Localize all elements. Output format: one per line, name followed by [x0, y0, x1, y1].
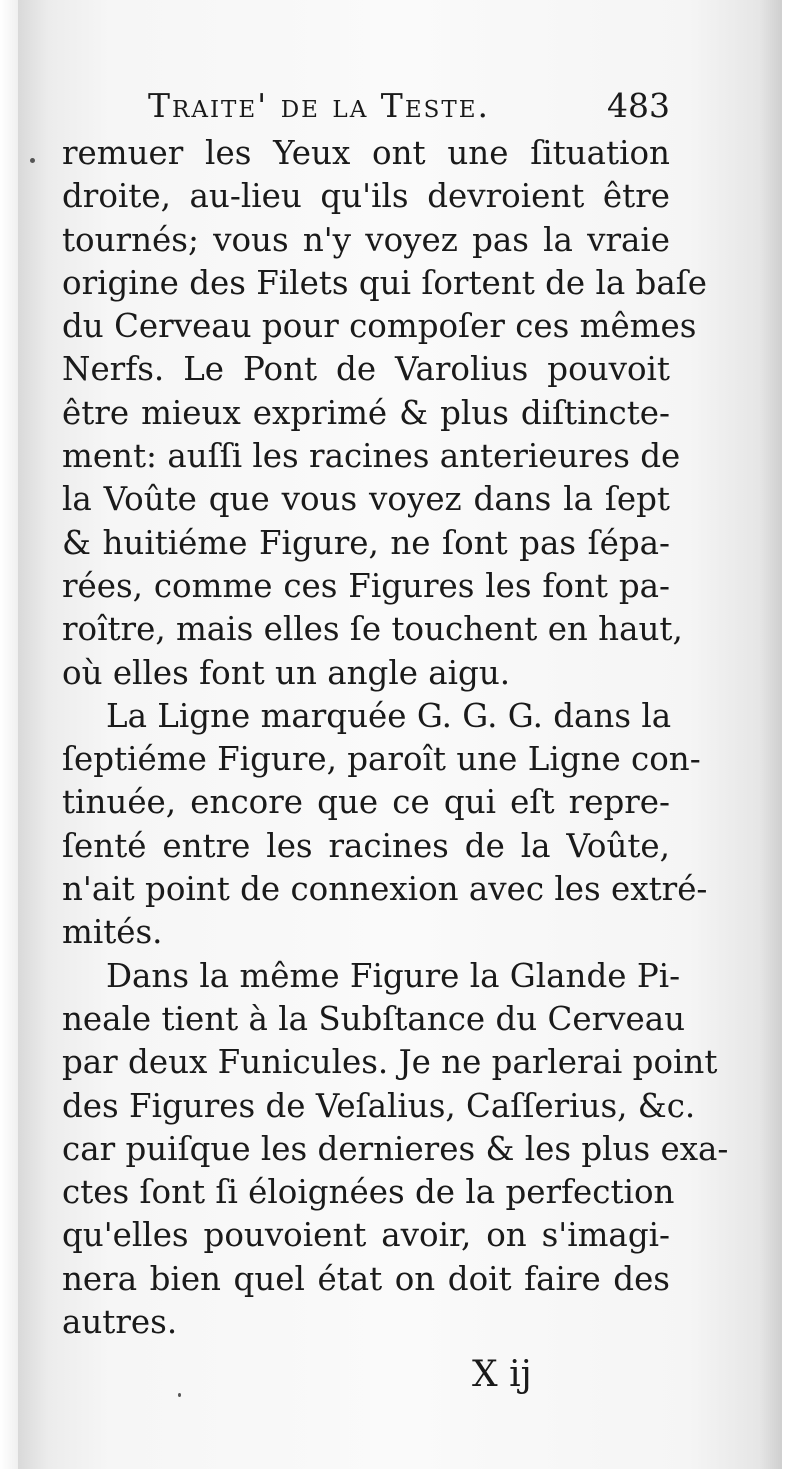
text-line: neale tient à la Subſtance du Cerveau: [62, 999, 686, 1038]
text-line: ctes ſont ſi éloignées de la perfection: [62, 1173, 675, 1212]
text-line: Nerfs. Le Pont de Varolius pouvoit: [62, 350, 670, 389]
signature-mark: X ij: [472, 1354, 532, 1395]
text-line: ſeptiéme Figure, paroît une Ligne con-: [62, 740, 701, 779]
page-right-margin: [782, 0, 800, 1469]
text-line: tournés; vous n'y voyez pas la vraie: [62, 220, 670, 259]
text-line: ment: auſſi les racines anterieures de: [62, 437, 681, 476]
text-line: Dans la même Figure la Glande Pi-: [106, 956, 681, 995]
text-line: la Voûte que vous voyez dans la ſept: [62, 480, 670, 519]
text-line: autres.: [62, 1303, 178, 1342]
ink-speck: [30, 158, 35, 163]
text-line: droite, au-lieu qu'ils devroient être: [62, 177, 670, 216]
body-text: [62, 132, 729, 1344]
text-line: mités.: [62, 913, 163, 952]
running-head-title: Traite' de la Teste.: [148, 86, 490, 125]
text-line: où elles font un angle aigu.: [62, 653, 511, 692]
text-line: tinuée, encore que ce qui eſt repre-: [62, 783, 670, 822]
ink-speck: [178, 1393, 181, 1397]
text-line: être mieux exprimé & plus diſtincte-: [62, 393, 670, 432]
text-line: qu'elles pouvoient avoir, on s'imagi-: [62, 1216, 670, 1255]
running-head: [148, 84, 670, 128]
text-line: origine des Filets qui ſortent de la baſe: [62, 263, 708, 302]
text-line: ſenté entre les racines de la Voûte,: [62, 826, 670, 865]
page-left-margin: [0, 0, 18, 1469]
text-line: roître, mais elles ſe touchent en haut,: [62, 610, 683, 649]
text-line: du Cerveau pour compoſer ces mêmes: [62, 307, 697, 346]
text-line: & huitiéme Figure, ne ſont pas ſépa-: [62, 523, 670, 562]
text-line: remuer les Yeux ont une ſituation: [62, 134, 670, 172]
text-line: n'ait point de connexion avec les extré-: [62, 870, 708, 909]
text-line: nera bien quel état on doit faire des: [62, 1259, 670, 1298]
page-number: 483: [607, 86, 670, 125]
text-line: par deux Funicules. Je ne parlerai point: [62, 1043, 718, 1082]
text-line: rées, comme ces Figures les font pa-: [62, 566, 670, 605]
text-line: La Ligne marquée G. G. G. dans la: [106, 696, 672, 735]
text-line: des Figures de Veſalius, Caſſerius, &c.: [62, 1086, 696, 1125]
text-line: car puiſque les dernieres & les plus exa-: [62, 1129, 729, 1168]
